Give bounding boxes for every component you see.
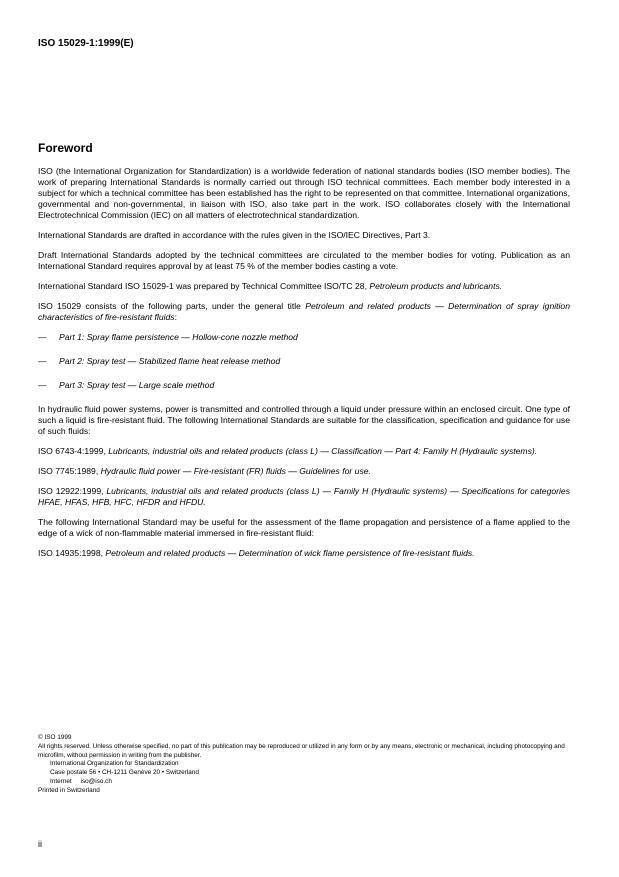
- list-dash: —: [38, 380, 47, 390]
- internet-address: Internet iso@iso.ch: [50, 777, 112, 785]
- printed-in: Printed in Switzerland: [38, 786, 100, 794]
- page-title: Foreword: [38, 141, 93, 155]
- reference-number: ISO 7745:1989,: [38, 466, 101, 476]
- paragraph-iso-intro: ISO (the International Organization for Standardization) is a worldwide federation of national standards bodies (ISO member bodies). The work of preparing International Standards is normally carried out through ISO technical committees. Each member body interested in a subject for which a technical committee has been established has the right to be represented on that committee. International organizations, governmental and non-governmental, in liaison with ISO, also take part in the work. ISO collaborates closely with the International Electrotechnical Commission (IEC) on all matters of electrotechnical standardization.: [38, 166, 570, 220]
- paragraph-hydraulic: In hydraulic fluid power systems, power is transmitted and controlled through a liquid under pressure within an enclosed circuit. One type of such a liquid is fire-resistant fluid. The following International Standards are suitable for the classification, specification and guidance for use of such fluids:: [38, 404, 570, 436]
- organization-name: International Organization for Standardization: [50, 760, 179, 768]
- paragraph-parts-intro: [38, 301, 570, 323]
- committee-text: International Standard ISO 15029-1 was prepared by Technical Committee ISO/TC 28,: [38, 281, 370, 291]
- reference-title: Hydraulic fluid power — Fire-resistant (FR) fluids — Guidelines for use.: [100, 466, 371, 476]
- reference-title: Lubricants, industrial oils and related products (class L) — Classification — Part 4: Family H (Hydraulic systems).: [108, 446, 538, 456]
- list-dash: —: [38, 332, 47, 342]
- part-1-title: Part 1: Spray flame persistence — Hollow-cone nozzle method: [59, 332, 298, 342]
- paragraph-flame-assessment: The following International Standard may be useful for the assessment of the flame propagation and persistence of a flame applied to the edge of a wick of non-flammable material immersed in fire-resistant fluid:: [38, 517, 570, 538]
- paragraph-drafting: International Standards are drafted in accordance with the rules given in the ISO/IEC Directives, Part 3.: [38, 230, 431, 240]
- paragraph-voting: Draft International Standards adopted by the technical committees are circulated to the member bodies for voting. Publication as an International Standard requires approval by at least 75 % of the member bodies casting a vote.: [38, 250, 570, 271]
- document-header: ISO 15029-1:1999(E): [38, 38, 134, 49]
- copyright-footer: [38, 734, 578, 796]
- reference-title: Petroleum and related products — Determination of wick flame persistence of fire-resistant fluids.: [105, 548, 475, 558]
- part-3-title: Part 3: Spray test — Large scale method: [59, 380, 215, 390]
- page-number: ii: [38, 839, 42, 849]
- reference-title: Lubricants, industrial oils and related products (class L) — Family H (Hydraulic systems) — Specifications for categories HFAE, HFAS, HFB, HFC, HFDR and HFDU.: [38, 486, 570, 507]
- reference-iso-7745: [38, 466, 570, 477]
- reference-iso-14935: [38, 548, 570, 559]
- reference-iso-12922: [38, 486, 570, 508]
- reference-iso-6743: [38, 446, 570, 457]
- copyright-line: © ISO 1999: [38, 734, 72, 741]
- list-item: [38, 356, 570, 367]
- rights-statement: All rights reserved. Unless otherwise specified, no part of this publication may be reproduced or utilized in any form or by any means, electronic or mechanical, including photocopying and microfilm, without permission in writing from the publisher.: [38, 742, 565, 759]
- list-item: [38, 380, 570, 391]
- committee-name: Petroleum products and lubricants.: [369, 281, 503, 291]
- parts-intro-suffix: :: [174, 312, 177, 322]
- list-item: [38, 332, 570, 343]
- reference-number: ISO 6743-4:1999,: [38, 446, 109, 456]
- foreword-body: [38, 166, 570, 568]
- general-title: Petroleum and related products — Determination of spray ignition characteristics of fire-resistant fluids: [38, 301, 570, 322]
- reference-number: ISO 12922:1999,: [38, 486, 107, 496]
- parts-intro-text: ISO 15029 consists of the following parts, under the general title: [38, 301, 306, 311]
- reference-number: ISO 14935:1998,: [38, 548, 106, 558]
- paragraph-committee: [38, 281, 570, 292]
- part-2-title: Part 2: Spray test — Stabilized flame heat release method: [59, 356, 281, 366]
- postal-address: Case postale 56 • CH-1211 Genève 20 • Switzerland: [50, 769, 199, 777]
- list-dash: —: [38, 356, 47, 366]
